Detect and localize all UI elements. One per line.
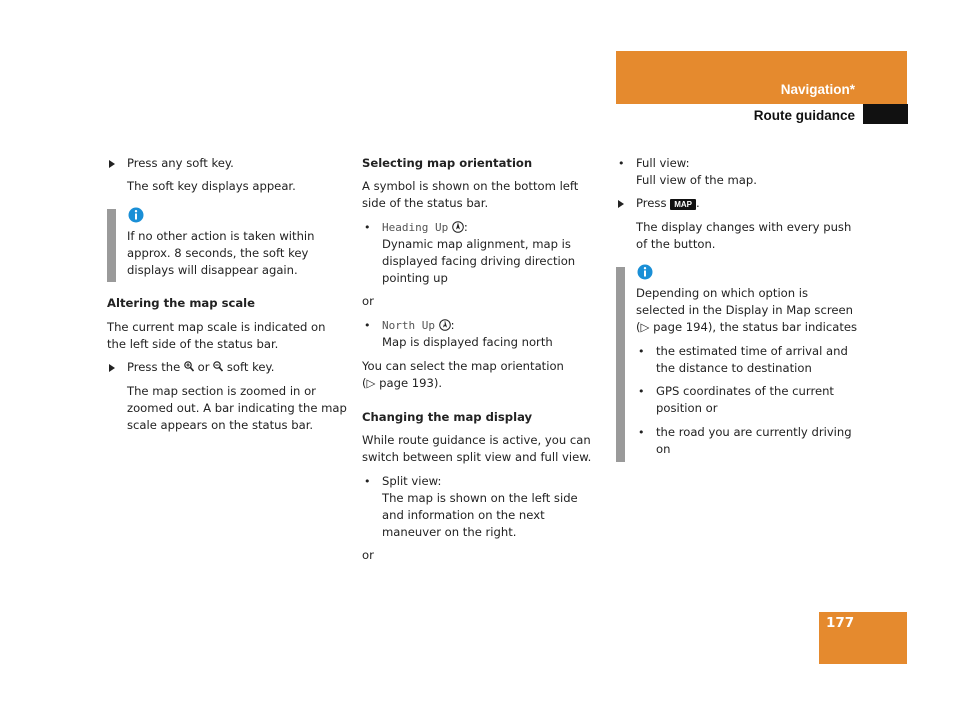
col3-info-bullet2: GPS coordinates of the current position or	[656, 384, 834, 415]
col1-step1-result: The soft key displays appear.	[127, 179, 296, 193]
step2-text-a: Press the	[127, 360, 181, 374]
zoom-in-icon	[184, 361, 194, 372]
step-arrow-icon	[109, 160, 115, 168]
col2-para3: While route guidance is active, you can switch between split view and full view.	[362, 433, 592, 464]
split-view-desc: The map is shown on the left side and information on the next maneuver on the right.	[382, 491, 578, 539]
para2-text: You can select the map orientation	[362, 359, 564, 373]
zoom-out-icon	[213, 361, 223, 372]
col2-para1: A symbol is shown on the bottom left side of the status bar.	[362, 179, 579, 210]
col1-step1: Press any soft key.	[127, 156, 234, 170]
col1-step2-result: The map section is zoomed in or zoomed out. A bar indicating the map scale appears on the status bar.	[127, 384, 347, 432]
north-up-compass-icon	[439, 318, 451, 331]
col2-or1: or	[362, 294, 374, 308]
section-header	[616, 51, 907, 104]
heading-up-compass-icon	[452, 220, 464, 233]
page-ref: (▷ page 193).	[362, 376, 443, 390]
step2-or: or	[197, 360, 210, 374]
info-icon	[128, 207, 144, 223]
heading-up-label: Heading Up	[382, 221, 449, 234]
info-text: Depending on which option is selected in the Display in Map screen	[636, 286, 853, 317]
col2-bullet1: Heading Up : Dynamic map alignment, map is displayed facing driving direction pointing up	[382, 220, 576, 285]
col3-info-bullet1: the estimated time of arrival and the distance to destination	[656, 344, 848, 375]
full-view-title: Full view:	[636, 156, 690, 170]
col3-bullet1	[636, 155, 858, 189]
step-arrow-icon	[618, 200, 624, 208]
col3-step1-result: The display changes with every push of the button.	[636, 220, 852, 251]
col2-heading1: Selecting map orientation	[362, 156, 533, 170]
info-bar	[107, 209, 116, 282]
col2-bullet2: North Up : Map is displayed facing north	[382, 318, 553, 349]
step2-text-b: soft key.	[226, 360, 275, 374]
north-up-desc: Map is displayed facing north	[382, 335, 553, 349]
section-tab-marker	[863, 104, 908, 124]
heading-up-desc: Dynamic map alignment, map is displayed facing driving direction pointing up	[382, 237, 576, 285]
bullet-dot: •	[638, 385, 645, 398]
bullet-dot: •	[618, 157, 625, 170]
col2-heading2: Changing the map display	[362, 410, 533, 424]
page-number-box	[819, 612, 907, 664]
col3-info-text	[636, 285, 858, 336]
split-view-title: Split view:	[382, 474, 442, 488]
step-arrow-icon	[109, 364, 115, 372]
bullet-dot: •	[364, 475, 371, 488]
subsection-title: Route guidance	[753, 108, 855, 123]
info-icon	[637, 264, 653, 280]
col2-or2: or	[362, 548, 374, 562]
full-view-desc: Full view of the map.	[636, 173, 757, 187]
section-title: Navigation*	[780, 82, 855, 97]
col3-step1: Press MAP .	[636, 196, 700, 210]
col1-info-text: If no other action is taken within approx. 8 seconds, the soft key displays will disappear again.	[127, 229, 315, 277]
col2-para2	[362, 358, 602, 392]
north-up-label: North Up	[382, 319, 435, 332]
col1-para: The current map scale is indicated on the left side of the status bar.	[107, 320, 326, 351]
bullet-dot: •	[364, 221, 371, 234]
bullet-dot: •	[638, 345, 645, 358]
col3-info-bullet3: the road you are currently driving on	[656, 425, 852, 456]
bullet-dot: •	[638, 426, 645, 439]
page-number: 177	[826, 615, 855, 631]
col1-heading: Altering the map scale	[107, 296, 256, 310]
col2-bullet3	[382, 473, 602, 541]
step-press: Press	[636, 196, 667, 210]
bullet-dot: •	[364, 319, 371, 332]
col1-step2	[127, 359, 347, 376]
info-ref: (▷ page 194), the status bar indicates	[636, 320, 858, 334]
info-bar	[616, 267, 625, 462]
map-key-icon: MAP	[670, 199, 696, 210]
